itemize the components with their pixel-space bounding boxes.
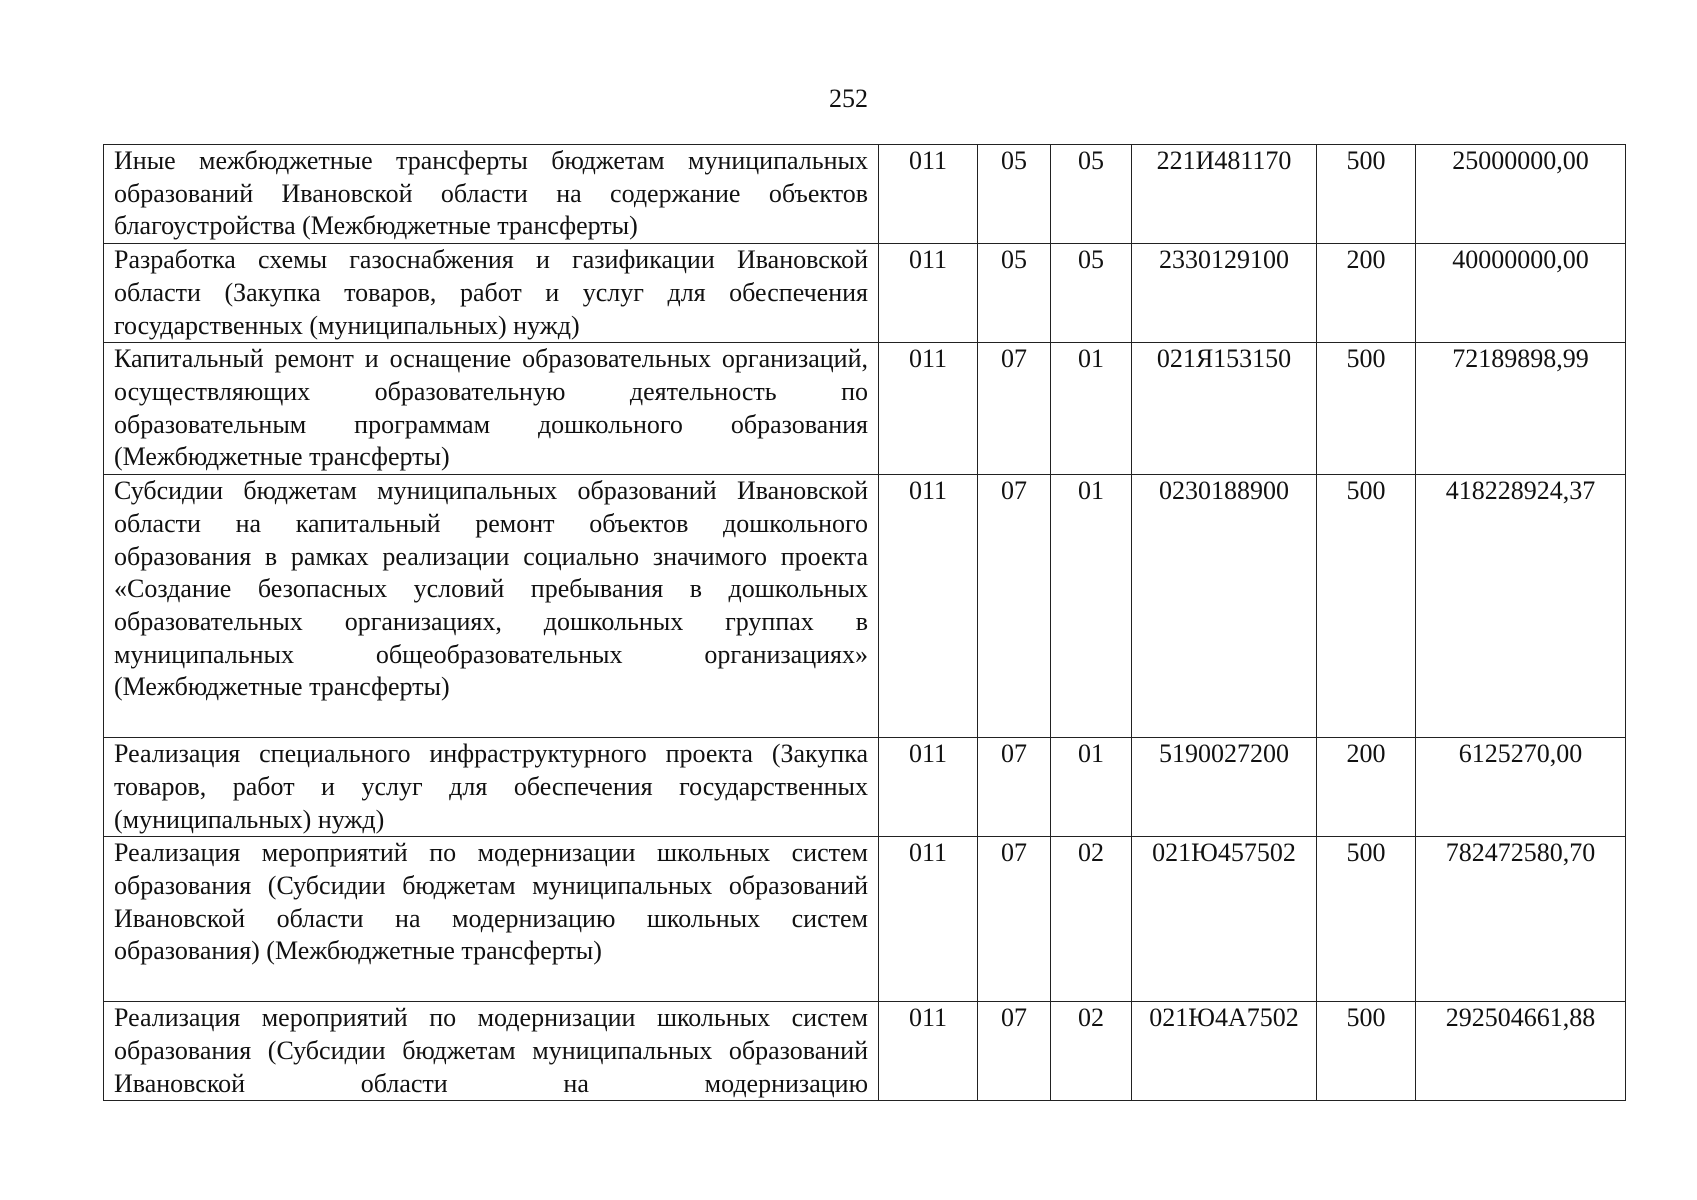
table-row	[104, 145, 1626, 244]
subsection-code: 02	[1051, 1002, 1132, 1101]
row-description: Иные межбюджетные трансферты бюджетам муниципальных образований Ивановской области на содержание объектов благоустройства (Межбюджетные трансферты)	[104, 145, 879, 244]
ministry-code: 011	[879, 475, 978, 738]
row-description: Капитальный ремонт и оснащение образовательных организаций, осуществляющих образовательную деятельность по образовательным программам дошкольного образования (Межбюджетные трансферты)	[104, 343, 879, 475]
table-row	[104, 837, 1626, 1002]
amount: 418228924,37	[1416, 475, 1626, 738]
expense-type-code: 500	[1317, 837, 1416, 1002]
table-row	[104, 244, 1626, 343]
budget-table	[103, 144, 1626, 1101]
expense-type-code: 500	[1317, 343, 1416, 475]
row-description: Реализация мероприятий по модернизации школьных систем образования (Субсидии бюджетам муниципальных образований Ивановской области на модернизацию школьных систем образования) (Межбюджетные трансферты)	[104, 837, 879, 1002]
section-code: 05	[978, 244, 1051, 343]
target-article-code: 2330129100	[1132, 244, 1317, 343]
table-row	[104, 1002, 1626, 1101]
table-row	[104, 475, 1626, 738]
target-article-code: 5190027200	[1132, 738, 1317, 837]
section-code: 07	[978, 475, 1051, 738]
amount: 782472580,70	[1416, 837, 1626, 1002]
target-article-code: 021Ю4А7502	[1132, 1002, 1317, 1101]
subsection-code: 01	[1051, 475, 1132, 738]
subsection-code: 01	[1051, 343, 1132, 475]
ministry-code: 011	[879, 343, 978, 475]
section-code: 07	[978, 837, 1051, 1002]
expense-type-code: 500	[1317, 1002, 1416, 1101]
expense-type-code: 200	[1317, 244, 1416, 343]
row-description: Разработка схемы газоснабжения и газификации Ивановской области (Закупка товаров, работ и услуг для обеспечения государственных (муниципальных) нужд)	[104, 244, 879, 343]
row-description: Реализация мероприятий по модернизации школьных систем образования (Субсидии бюджетам муниципальных образований Ивановской области на модернизацию	[104, 1002, 879, 1101]
target-article-code: 0230188900	[1132, 475, 1317, 738]
ministry-code: 011	[879, 837, 978, 1002]
section-code: 07	[978, 1002, 1051, 1101]
expense-type-code: 500	[1317, 145, 1416, 244]
ministry-code: 011	[879, 738, 978, 837]
ministry-code: 011	[879, 244, 978, 343]
amount: 40000000,00	[1416, 244, 1626, 343]
table-row	[104, 738, 1626, 837]
amount: 292504661,88	[1416, 1002, 1626, 1101]
expense-type-code: 500	[1317, 475, 1416, 738]
section-code: 07	[978, 738, 1051, 837]
ministry-code: 011	[879, 1002, 978, 1101]
table-row	[104, 343, 1626, 475]
amount: 6125270,00	[1416, 738, 1626, 837]
section-code: 07	[978, 343, 1051, 475]
page-number: 252	[829, 84, 868, 113]
subsection-code: 05	[1051, 145, 1132, 244]
section-code: 05	[978, 145, 1051, 244]
row-description: Реализация специального инфраструктурного проекта (Закупка товаров, работ и услуг для обеспечения государственных (муниципальных) нужд)	[104, 738, 879, 837]
amount: 25000000,00	[1416, 145, 1626, 244]
amount: 72189898,99	[1416, 343, 1626, 475]
target-article-code: 021Я153150	[1132, 343, 1317, 475]
target-article-code: 021Ю457502	[1132, 837, 1317, 1002]
subsection-code: 01	[1051, 738, 1132, 837]
subsection-code: 02	[1051, 837, 1132, 1002]
expense-type-code: 200	[1317, 738, 1416, 837]
ministry-code: 011	[879, 145, 978, 244]
subsection-code: 05	[1051, 244, 1132, 343]
row-description: Субсидии бюджетам муниципальных образований Ивановской области на капитальный ремонт объектов дошкольного образования в рамках реализации социально значимого проекта «Создание безопасных условий пребывания в дошкольных образовательных организациях, дошкольных группах в муниципальных общеобразовательных организациях» (Межбюджетные трансферты)	[104, 475, 879, 738]
target-article-code: 221И481170	[1132, 145, 1317, 244]
